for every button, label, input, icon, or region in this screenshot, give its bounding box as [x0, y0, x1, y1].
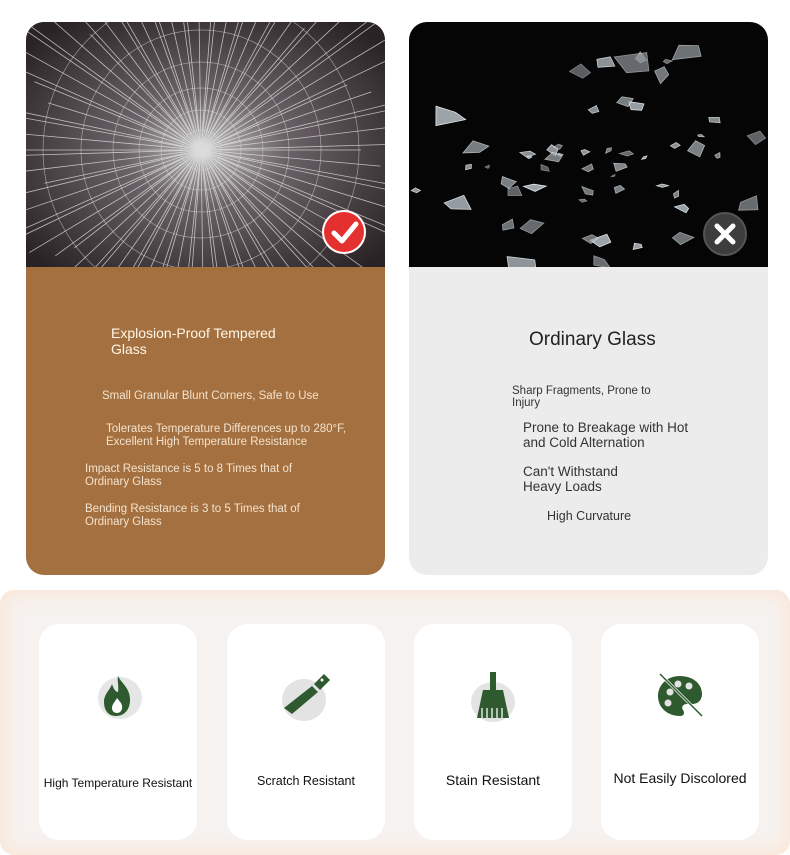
x-icon: [703, 212, 747, 256]
palette-icon: [652, 668, 708, 724]
check-icon: [322, 210, 366, 254]
knife-icon: [278, 668, 334, 724]
ordinary-feature-1: Sharp Fragments, Prone to Injury: [512, 385, 651, 409]
ordinary-feature-4: High Curvature: [547, 509, 632, 523]
feature-card-heat: [39, 624, 197, 840]
feature-label-heat: High Temperature Resistant: [43, 776, 193, 790]
tempered-feature-4: Bending Resistance is 3 to 5 Times that of Ordinary Glass: [85, 503, 300, 528]
tempered-title: Explosion-Proof Tempered Glass: [111, 325, 276, 357]
ordinary-feature-3: Can't Withstand Heavy Loads: [523, 464, 618, 494]
tempered-feature-2: Tolerates Temperature Differences up to 280°F, Excellent High Temperature Resistance: [106, 423, 347, 448]
ordinary-title: Ordinary Glass: [529, 329, 656, 350]
ordinary-feature-2: Prone to Breakage with Hot and Cold Alternation: [523, 420, 689, 450]
tempered-feature-3: Impact Resistance is 5 to 8 Times that of Ordinary Glass: [85, 463, 293, 488]
tempered-glass-card: [26, 22, 385, 575]
tempered-feature-1: Small Granular Blunt Corners, Safe to Use: [102, 390, 319, 402]
feature-label-stain: Stain Resistant: [445, 772, 541, 788]
feature-card-scratch: [227, 624, 385, 840]
feature-card-color: [601, 624, 759, 840]
brush-icon: [465, 668, 521, 724]
feature-label-scratch: Scratch Resistant: [257, 774, 355, 788]
ordinary-glass-card: [409, 22, 768, 575]
flame-icon: [90, 668, 146, 724]
feature-card-stain: [414, 624, 572, 840]
features-panel: [0, 590, 790, 855]
feature-label-color: Not Easily Discolored: [613, 770, 747, 786]
